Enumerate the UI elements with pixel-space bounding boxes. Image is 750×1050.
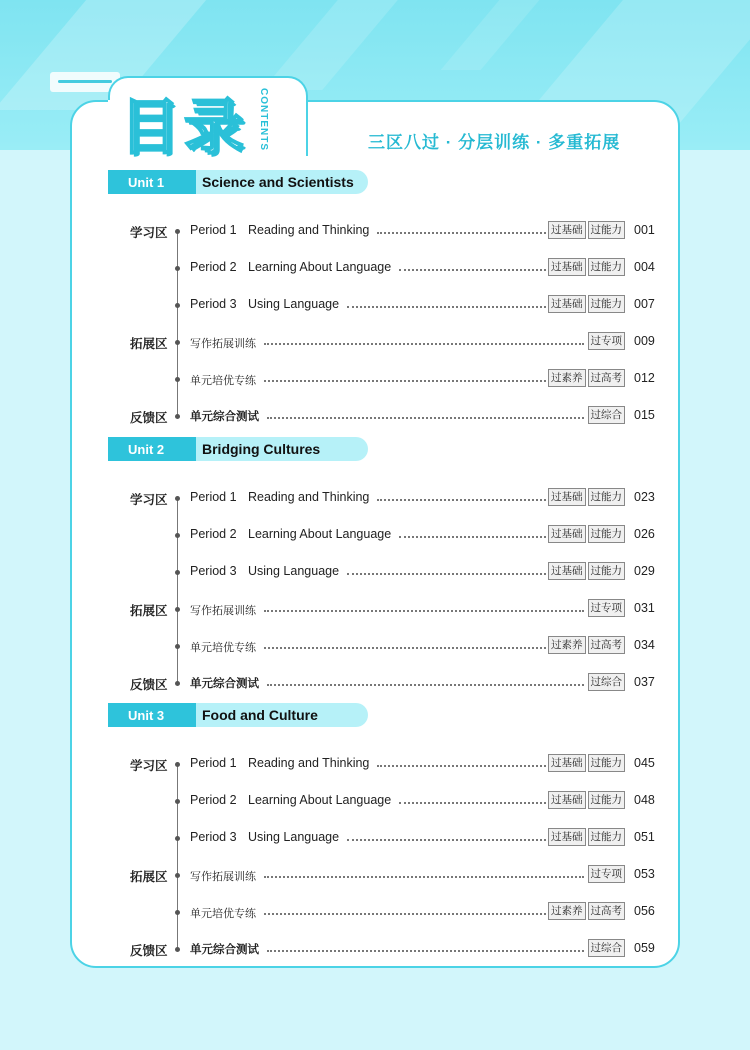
bullet-icon [175, 266, 180, 271]
tag-group [548, 636, 625, 654]
bullet-icon [175, 229, 180, 234]
bullet-icon [175, 377, 180, 382]
page-number: 034 [634, 638, 655, 652]
bullet-icon [175, 799, 180, 804]
unit-label: Unit 1 [108, 170, 196, 194]
dot-leader [264, 913, 546, 915]
tag-group [548, 295, 625, 313]
dot-leader [267, 684, 584, 686]
page-number: 045 [634, 756, 655, 770]
tag-group [548, 369, 625, 387]
page-number: 009 [634, 334, 655, 348]
zone-label: 反馈区 [130, 411, 168, 425]
toc-row[interactable] [0, 828, 750, 848]
level-badge: 过基础 [548, 525, 586, 543]
level-badge: 过高考 [588, 369, 626, 387]
toc-row[interactable] [0, 939, 750, 959]
toc-entry-label [190, 564, 345, 578]
dot-leader [264, 343, 584, 345]
level-badge: 过基础 [548, 791, 586, 809]
bullet-icon [175, 414, 180, 419]
level-badge: 过能力 [588, 295, 626, 313]
dot-leader [377, 765, 546, 767]
level-badge: 过专项 [588, 865, 626, 883]
toc-entry-label: 写作拓展训练 [190, 335, 262, 351]
level-badge: 过能力 [588, 221, 626, 239]
toc-row[interactable] [0, 599, 750, 619]
period-name: Using Language [248, 564, 340, 578]
dot-leader [347, 839, 546, 841]
toc-row[interactable] [0, 332, 750, 352]
level-badge: 过专项 [588, 332, 626, 350]
dot-leader [267, 417, 584, 419]
page-number: 026 [634, 527, 655, 541]
level-badge: 过素养 [548, 902, 586, 920]
tag-group [548, 525, 625, 543]
dot-leader [264, 610, 584, 612]
unit-header [108, 437, 368, 461]
period-name: Learning About Language [248, 527, 392, 541]
dot-leader [399, 802, 546, 804]
dot-leader [264, 647, 546, 649]
bullet-icon [175, 873, 180, 878]
bullet-icon [175, 947, 180, 952]
toc-row[interactable] [0, 754, 750, 774]
dot-leader [377, 499, 546, 501]
toc-row[interactable] [0, 865, 750, 885]
zone-label: 学习区 [130, 759, 168, 773]
page-number: 023 [634, 490, 655, 504]
zone-label: 拓展区 [130, 604, 168, 618]
tag-group [548, 221, 625, 239]
zone-label: 学习区 [130, 226, 168, 240]
level-badge: 过综合 [588, 673, 626, 691]
level-badge: 过素养 [548, 369, 586, 387]
toc-entry-label: 单元综合测试 [190, 675, 265, 691]
dot-leader [264, 876, 584, 878]
level-badge: 过素养 [548, 636, 586, 654]
slogan: 三区八过 · 分层训练 · 多重拓展 [368, 133, 621, 152]
page-subtitle: CONTENTS [258, 88, 269, 151]
level-badge: 过基础 [548, 258, 586, 276]
unit-title: Science and Scientists [196, 170, 368, 194]
period-number: Period 2 [190, 260, 237, 274]
level-badge: 过专项 [588, 599, 626, 617]
toc-entry-label [190, 223, 375, 237]
zone-label: 拓展区 [130, 337, 168, 351]
zone-label: 拓展区 [130, 870, 168, 884]
period-number: Period 2 [190, 527, 237, 541]
level-badge: 过基础 [548, 754, 586, 772]
level-badge: 过能力 [588, 525, 626, 543]
toc-entry-label: 单元培优专练 [190, 372, 262, 388]
unit-title: Bridging Cultures [196, 437, 368, 461]
unit-title: Food and Culture [196, 703, 368, 727]
period-number: Period 3 [190, 830, 237, 844]
toc-row[interactable] [0, 258, 750, 278]
toc-row[interactable] [0, 406, 750, 426]
bullet-icon [175, 570, 180, 575]
page-number: 051 [634, 830, 655, 844]
period-name: Learning About Language [248, 793, 392, 807]
toc-entry-label: 写作拓展训练 [190, 868, 262, 884]
tag-group [548, 754, 625, 772]
toc-entry-label: 单元综合测试 [190, 408, 265, 424]
level-badge: 过综合 [588, 939, 626, 957]
level-badge: 过基础 [548, 295, 586, 313]
bullet-icon [175, 607, 180, 612]
tag-group [588, 599, 626, 617]
tag-group [548, 828, 625, 846]
bullet-icon [175, 910, 180, 915]
period-name: Using Language [248, 297, 340, 311]
period-name: Using Language [248, 830, 340, 844]
decor-stripe [441, 0, 540, 70]
zone-label: 学习区 [130, 493, 168, 507]
toc-row[interactable] [0, 562, 750, 582]
page-number: 053 [634, 867, 655, 881]
toc-entry-label [190, 527, 397, 541]
dot-leader [347, 306, 546, 308]
level-badge: 过基础 [548, 221, 586, 239]
toc-row[interactable] [0, 525, 750, 545]
unit-label: Unit 3 [108, 703, 196, 727]
tag-group [548, 258, 625, 276]
level-badge: 过基础 [548, 828, 586, 846]
unit-header [108, 703, 368, 727]
bullet-icon [175, 533, 180, 538]
period-number: Period 3 [190, 564, 237, 578]
zone-label: 反馈区 [130, 678, 168, 692]
level-badge: 过能力 [588, 488, 626, 506]
toc-row[interactable] [0, 791, 750, 811]
dot-leader [377, 232, 546, 234]
dot-leader [267, 950, 584, 952]
dot-leader [264, 380, 546, 382]
period-number: Period 1 [190, 223, 237, 237]
tag-group [548, 488, 625, 506]
level-badge: 过基础 [548, 562, 586, 580]
level-badge: 过能力 [588, 754, 626, 772]
toc-row[interactable] [0, 221, 750, 241]
page-number: 012 [634, 371, 655, 385]
level-badge: 过高考 [588, 902, 626, 920]
dot-leader [399, 536, 546, 538]
toc-row[interactable] [0, 369, 750, 389]
toc-entry-label: 单元培优专练 [190, 905, 262, 921]
bullet-icon [175, 681, 180, 686]
page-number: 059 [634, 941, 655, 955]
level-badge: 过基础 [548, 488, 586, 506]
period-name: Learning About Language [248, 260, 392, 274]
toc-entry-label [190, 793, 397, 807]
bullet-icon [175, 496, 180, 501]
tag-group [548, 902, 625, 920]
toc-row[interactable] [0, 636, 750, 656]
toc-entry-label: 单元综合测试 [190, 941, 265, 957]
bullet-icon [175, 762, 180, 767]
toc-entry-label: 单元培优专练 [190, 639, 262, 655]
toc-row[interactable] [0, 902, 750, 922]
period-number: Period 1 [190, 490, 237, 504]
tag-group [588, 865, 626, 883]
period-name: Reading and Thinking [248, 223, 370, 237]
page-title: 目录 [120, 93, 248, 163]
level-badge: 过能力 [588, 791, 626, 809]
tag-group [548, 791, 625, 809]
bullet-icon [175, 303, 180, 308]
period-number: Period 1 [190, 756, 237, 770]
level-badge: 过能力 [588, 562, 626, 580]
bullet-icon [175, 340, 180, 345]
page-number: 031 [634, 601, 655, 615]
dot-leader [347, 573, 546, 575]
tag-group [588, 406, 626, 424]
toc-row[interactable] [0, 673, 750, 693]
period-name: Reading and Thinking [248, 756, 370, 770]
page-number: 004 [634, 260, 655, 274]
toc-row[interactable] [0, 488, 750, 508]
period-number: Period 2 [190, 793, 237, 807]
tag-group [588, 673, 626, 691]
period-number: Period 3 [190, 297, 237, 311]
page-number: 048 [634, 793, 655, 807]
bullet-icon [175, 644, 180, 649]
toc-entry-label [190, 297, 345, 311]
page-number: 056 [634, 904, 655, 918]
period-name: Reading and Thinking [248, 490, 370, 504]
tag-group [588, 332, 626, 350]
toc-row[interactable] [0, 295, 750, 315]
page-number: 037 [634, 675, 655, 689]
bullet-icon [175, 836, 180, 841]
page-number: 029 [634, 564, 655, 578]
toc-entry-label [190, 260, 397, 274]
level-badge: 过高考 [588, 636, 626, 654]
dot-leader [399, 269, 546, 271]
toc-entry-label [190, 490, 375, 504]
page-number: 015 [634, 408, 655, 422]
toc-entry-label: 写作拓展训练 [190, 602, 262, 618]
page-number: 001 [634, 223, 655, 237]
level-badge: 过能力 [588, 828, 626, 846]
zone-label: 反馈区 [130, 944, 168, 958]
unit-header [108, 170, 368, 194]
tag-group [548, 562, 625, 580]
level-badge: 过综合 [588, 406, 626, 424]
toc-entry-label [190, 756, 375, 770]
page-number: 007 [634, 297, 655, 311]
toc-entry-label [190, 830, 345, 844]
tag-group [588, 939, 626, 957]
unit-label: Unit 2 [108, 437, 196, 461]
level-badge: 过能力 [588, 258, 626, 276]
